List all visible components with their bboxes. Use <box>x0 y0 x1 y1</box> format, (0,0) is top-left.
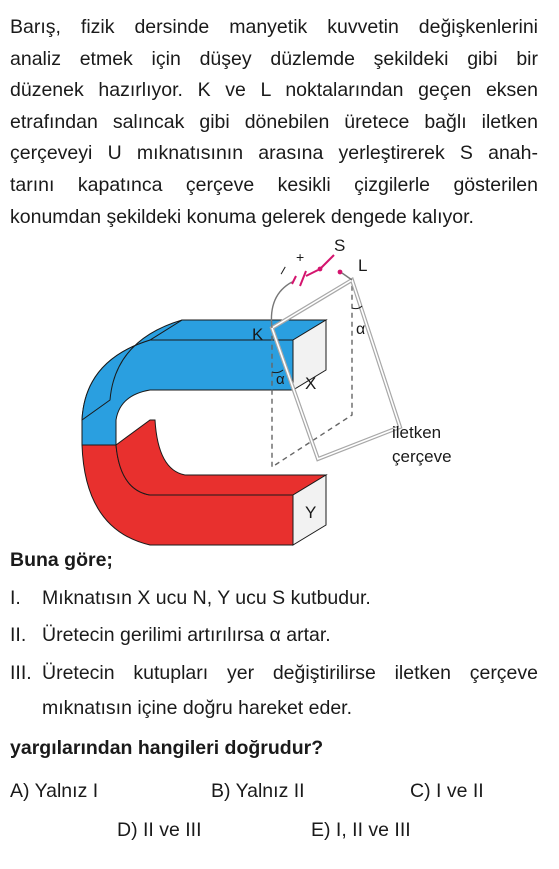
plus-label: + <box>296 249 305 265</box>
point-k-label: K <box>252 325 264 344</box>
option-b[interactable]: B) Yalnız II <box>211 780 305 802</box>
option-e[interactable]: E) I, II ve III <box>311 819 411 841</box>
angle-label-right: α <box>356 321 366 338</box>
statement-number: II. <box>10 624 27 646</box>
pole-y-label: Y <box>305 503 317 522</box>
option-a[interactable]: A) Yalnız I <box>10 780 99 802</box>
statement-1 <box>0 587 559 619</box>
statement-text-continued: mıknatısın içine doğru hareket eder. <box>42 697 353 719</box>
question-line: analiz etmek için düşey düzlemde şekildeki gibi bir <box>10 47 538 70</box>
statement-text: Mıknatısın X ucu N, Y ucu S kutbudur. <box>42 587 371 609</box>
statement-3 <box>0 662 559 726</box>
pole-x-label: X <box>305 374 317 393</box>
magnet-red-inner <box>116 420 326 495</box>
point-l-label: L <box>358 256 368 275</box>
statement-number: III. <box>10 662 32 684</box>
battery-plate-neg <box>292 276 296 284</box>
question-line: etrafından salıncak gibi dönebilen üretece bağlı iletken <box>10 110 538 133</box>
option-d[interactable]: D) II ve III <box>117 819 202 841</box>
question-line: çerçeveyi U mıknatısının arasına yerleştirerek S anah- <box>10 142 538 165</box>
magnet-blue-arm <box>82 340 293 445</box>
frame-label-1: iletken <box>392 423 442 442</box>
statement-number: I. <box>10 587 21 609</box>
switch-blade <box>320 255 334 269</box>
statement-2 <box>0 624 559 656</box>
angle-label-left: α <box>276 371 285 388</box>
question-paragraph <box>10 12 538 233</box>
statement-text: Üretecin kutupları yer değiştirilirse iletken çerçeve <box>42 662 538 684</box>
battery-plate-pos <box>300 271 306 286</box>
prompt-title: Buna göre; <box>10 549 113 571</box>
statement-text: Üretecin gerilimi artırılırsa α artar. <box>42 624 331 646</box>
frame-label-2: çerçeve <box>392 447 452 466</box>
question-line: düzenek hazırlıyor. K ve L noktalarından geçen eksen <box>10 79 538 102</box>
question-line: Barış, fizik dersinde manyetik kuvvetin değişkenlerini <box>10 16 538 38</box>
switch-label: S <box>334 236 346 255</box>
question-line: konumdan şekildeki konuma gelerek dengede kalıyor. <box>10 205 474 228</box>
question-line: tarını kapatınca çerçeve kesikli çizgilerle gösterilen <box>10 173 538 196</box>
minus-label: – <box>273 262 292 278</box>
ask-line: yargılarından hangileri doğrudur? <box>10 737 324 759</box>
magnet-frame-figure <box>0 236 559 546</box>
option-c[interactable]: C) I ve II <box>410 780 484 802</box>
